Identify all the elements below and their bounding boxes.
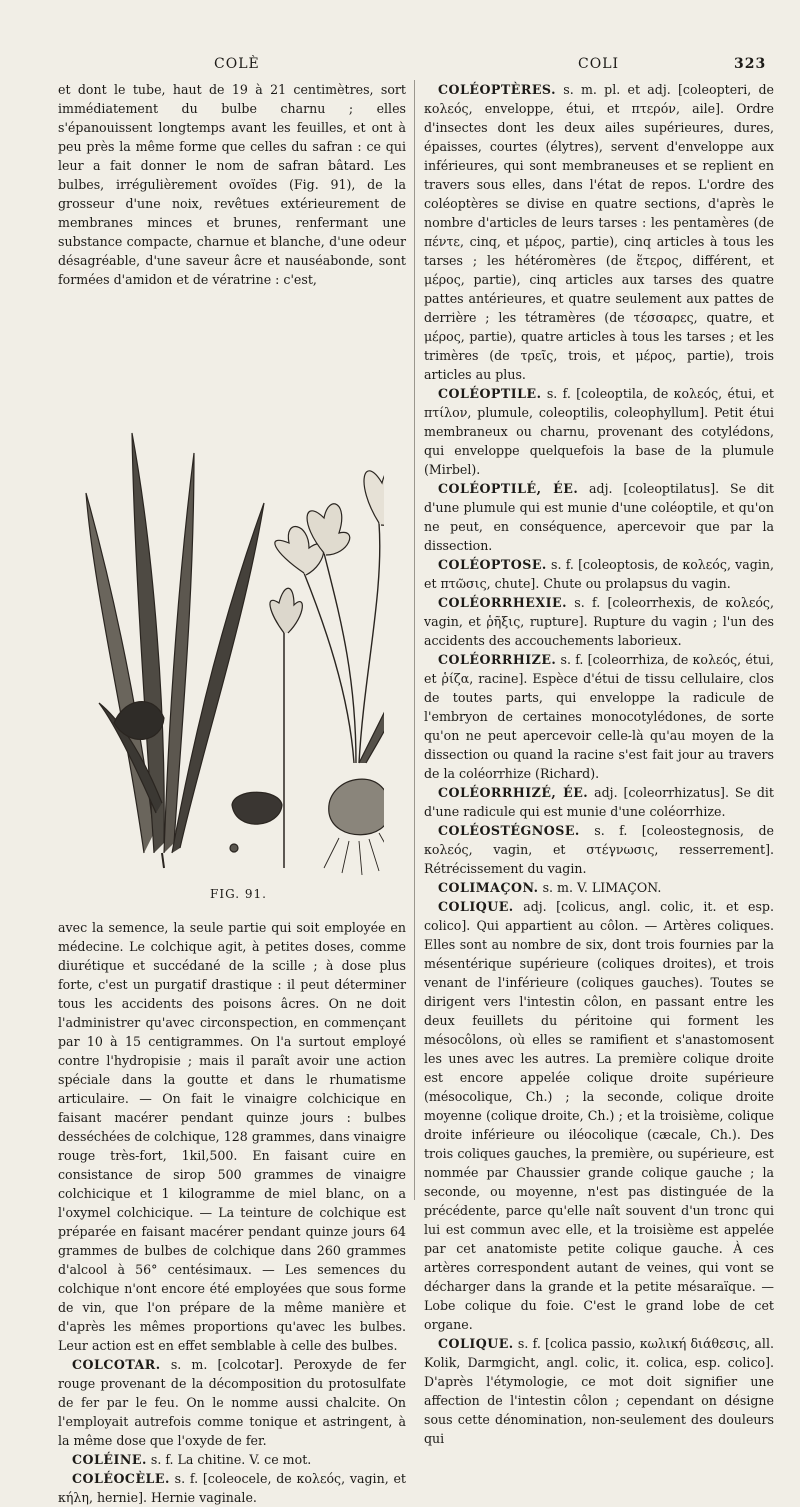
- page-number: 323: [734, 56, 767, 72]
- flower-petals-small: [270, 588, 302, 633]
- seed-small: [230, 844, 238, 852]
- seed-pod-section: [232, 792, 282, 824]
- definition: s. m. pl. et adj. [coleopteri, de κολεός, enveloppe, étui, et πτερόν, aile]. Ordre d'insectes dont les deux ailes supérieures, dures, épaisses, courtes (élytres), servent d'enveloppe aux inférieures, qui sont membraneuses et se replient en travers sous elles, dans l'état de repos. L'ordre des coléoptères se divise en quatre sections, d'après le nombre d'articles de leurs tarses : les pentamères (de πέντε, cinq, et μέρος, partie), cinq articles à tous les tarses ; les hétéromères (de ἕτερος, différent, et μέρος, partie), cinq articles aux tarses des quatre pattes antérieures, et quatre seulement aux pattes de derrière ; les tétramères (de τέσσαρες, quatre, et μέρος, partie), quatre articles à tous les tarses ; et les trimères (de τρεῖς, trois, et μέρος, partie), trois articles au plus.: [424, 82, 774, 382]
- definition: adj. [colicus, angl. colic, it. et esp. colico]. Qui appartient au côlon. — Artères coliques. Elles sont au nombre de six, dont trois fournies par la mésentérique supérieure (coliques droites), et trois venant de l'inférieure (coliques gauches). Toutes se dirigent vers l'intestin côlon, en passant entre les deux feuillets du péritoine qui forment les mésocôlons, où elles se ramifient et s'anastomosent les unes avec les autres. La première colique droite est encore appelée colique droite supérieure (mésocolique, Ch.) ; la seconde, colique droite moyenne (colique droite, Ch.) ; et la troisième, colique droite inférieure ou iléocolique (cæcale, Ch.). Des trois coliques gauches, la première, ou supérieure, est nommée par Chaussier grande colique gauche ; la seconde, ou moyenne, n'est pas distinguée de la précédente, parce qu'elle naît souvent d'un tronc qui lui est commun avec elle, et la troisième est appelée par cet anatomiste petite colique gauche. À ces artères correspondent autant de veines, qui vont se décharger dans la grande et la petite mésaraïque. — Lobe colique du foie. C'est le grand lobe de cet organe.: [424, 899, 774, 1332]
- entry-coleine: [58, 1450, 406, 1469]
- definition: s. f. [coleoptosis, de κολεός, vagin, et πτῶσις, chute]. Chute ou prolapsus du vagin.: [424, 557, 774, 591]
- entry-coleorrhize-adj: [424, 783, 774, 821]
- entry-colique-noun: [424, 1334, 774, 1448]
- headword: COLÉOPTOSE.: [438, 557, 547, 572]
- running-head-left: COLÈ: [214, 56, 260, 72]
- entry-coleopteres: [424, 80, 774, 384]
- definition: adj. [coleorrhizatus]. Se dit d'une radicule qui est munie d'une coléorrhize.: [424, 785, 774, 819]
- left-column: [58, 80, 406, 1507]
- colchicum-illustration: [84, 293, 384, 883]
- entry-coleoptose: [424, 555, 774, 593]
- figure-caption: FIG. 91.: [210, 887, 267, 901]
- definition: s. f. [coleorrhexis, de κολεός, vagin, et ῥῆξις, rupture]. Rupture du vagin ; l'un des accidents des accouchements laborieux.: [424, 595, 774, 648]
- definition: s. m. [colcotar]. Peroxyde de fer rouge provenant de la décomposition du protosulfate de fer par le feu. On le nomme aussi chalcite. On l'employait autrefois comme tonique et astringent, à la même dose que l'oxyde de fer.: [58, 1357, 406, 1448]
- headword: COLIQUE.: [438, 899, 514, 914]
- definition: s. f. [coleoptila, de κολεός, étui, et πτίλον, plumule, coleoptilis, coleophyllum]. Petit étui membraneux ou charnu, provenant des cotylédons, qui enveloppe quelquefois la base de la plumule (Mirbel).: [424, 386, 774, 477]
- figure-91: [58, 293, 406, 918]
- headword: COLÉORRHIZÉ, ÉE.: [438, 785, 589, 800]
- colchique-continued-text: et dont le tube, haut de 19 à 21 centimètres, sort immédiatement du bulbe charnu ; elles s'épanouissent longtemps avant les feuilles, et ont à peu près la même forme que celles du safran : ce qui leur a fait donner le nom de safran bâtard. Les bulbes, irrégulièrement ovoïdes (Fig. 91), de la grosseur d'une noix, revêtues extérieurement de membranes minces et brunes, renfermant une substance compacte, charnue et blanche, d'une odeur désagréable, d'une saveur âcre et nauséabonde, sont formées d'amidon et de vératrine : c'est,: [58, 82, 406, 287]
- headword: COLÉOPTILE.: [438, 386, 542, 401]
- entry-colimacon: [424, 878, 774, 897]
- definition: s. f. [coleocele, de κολεός, vagin, et κήλη, hernie]. Hernie vaginale.: [58, 1471, 406, 1505]
- definition: s. f. La chitine. V. ce mot.: [150, 1452, 312, 1467]
- entry-coleorrhize: [424, 650, 774, 783]
- entry-coleoptile-adj: [424, 479, 774, 555]
- headword: COLÉORRHIZE.: [438, 652, 557, 667]
- entry-coleorrhexie: [424, 593, 774, 650]
- definition: s. f. [colica passio, κωλική διάθεσις, all. Kolik, Darmgicht, angl. colic, it. colica, esp. colico]. D'après l'étymologie, ce mot doit signifier une affection de l'intestin côlon ; cependant on désigne sous cette dénomination, non-seulement des douleurs qui: [424, 1336, 774, 1446]
- definition: s. m. V. LIMAÇON.: [542, 880, 662, 895]
- bulb: [329, 779, 384, 835]
- headword: COLÉINE.: [72, 1452, 147, 1467]
- headword: COLIQUE.: [438, 1336, 514, 1351]
- headword: COLIMAÇON.: [438, 880, 539, 895]
- headword: COLÉOSTÉGNOSE.: [438, 823, 580, 838]
- flower-stem-3: [324, 553, 356, 763]
- stem-left: [162, 853, 164, 868]
- definition: adj. [coleoptilatus]. Se dit d'une plumule qui est munie d'une coléoptile, et qu'on ne peut, en conséquence, apercevoir que par la dissection.: [424, 481, 774, 553]
- headword: COLÉORRHEXIE.: [438, 595, 567, 610]
- running-head-right: COLI: [578, 56, 620, 72]
- entry-coleostegnose: [424, 821, 774, 878]
- headword: COLÉOCÈLE.: [72, 1471, 170, 1486]
- right-column: [424, 80, 774, 1448]
- definition: s. f. [coleorrhiza, de κολεός, étui, et ῥίζα, racine]. Espèce d'étui de tissu cellulaire, clos de toutes parts, qui enveloppe la radicule de l'embryon de certaines monocotylédones, de sorte qu'on ne peut apercevoir celle-là qu'au moyen de la dissection ou quand la racine s'est fait jour au travers de la coléorrhize (Richard).: [424, 652, 774, 781]
- headword: COLÉOPTÈRES.: [438, 82, 556, 97]
- definition: s. f. [coleostegnosis, de κολεός, vagin, et στέγνωσις, resserrement]. Rétrécissement du vagin.: [424, 823, 774, 876]
- entry-coleocele: [58, 1469, 406, 1507]
- flower-c: [364, 465, 384, 525]
- entry-coleoptile: [424, 384, 774, 479]
- headword: COLCOTAR.: [72, 1357, 161, 1372]
- colchique-usage-text: avec la semence, la seule partie qui soit employée en médecine. Le colchique agit, à petites doses, comme diurétique et succédané de la scille ; à dose plus forte, c'est un purgatif drastique : il peut déterminer tous les accidents des poisons âcres. On ne doit l'administrer qu'avec circonspection, en commençant par 10 à 15 centigrammes. On l'a surtout employé contre l'hydropisie ; mais il paraît avoir une action spéciale dans la goutte et dans le rhumatisme articulaire. — On fait le vinaigre colchicique en faisant macérer pendant quinze jours : bulbes desséchées de colchique, 128 grammes, dans vinaigre rouge très-fort, 1kil,500. En faisant cuire en consistance de sirop 500 grammes de vinaigre colchicique et 1 kilogramme de miel blanc, on a l'oxymel colchicique. — La teinture de colchique est préparée en faisant macérer pendant quinze jours 64 grammes de bulbes de colchique dans 260 grammes d'alcool à 56° centésimaux. — Les semences du colchique n'ont encore été employées que sous forme de vin, que l'on prépare de la même manière et d'après les mêmes proportions qu'avec les bulbes. Leur action est en effet semblable à celle des bulbes.: [58, 920, 406, 1353]
- leaf-right: [359, 633, 384, 763]
- entry-colique-adj: [424, 897, 774, 1334]
- headword: COLÉOPTILÉ, ÉE.: [438, 481, 579, 496]
- roots: [324, 833, 384, 875]
- flower-stem-1: [304, 573, 354, 763]
- entry-colcotar: [58, 1355, 406, 1450]
- column-divider: [414, 80, 415, 1200]
